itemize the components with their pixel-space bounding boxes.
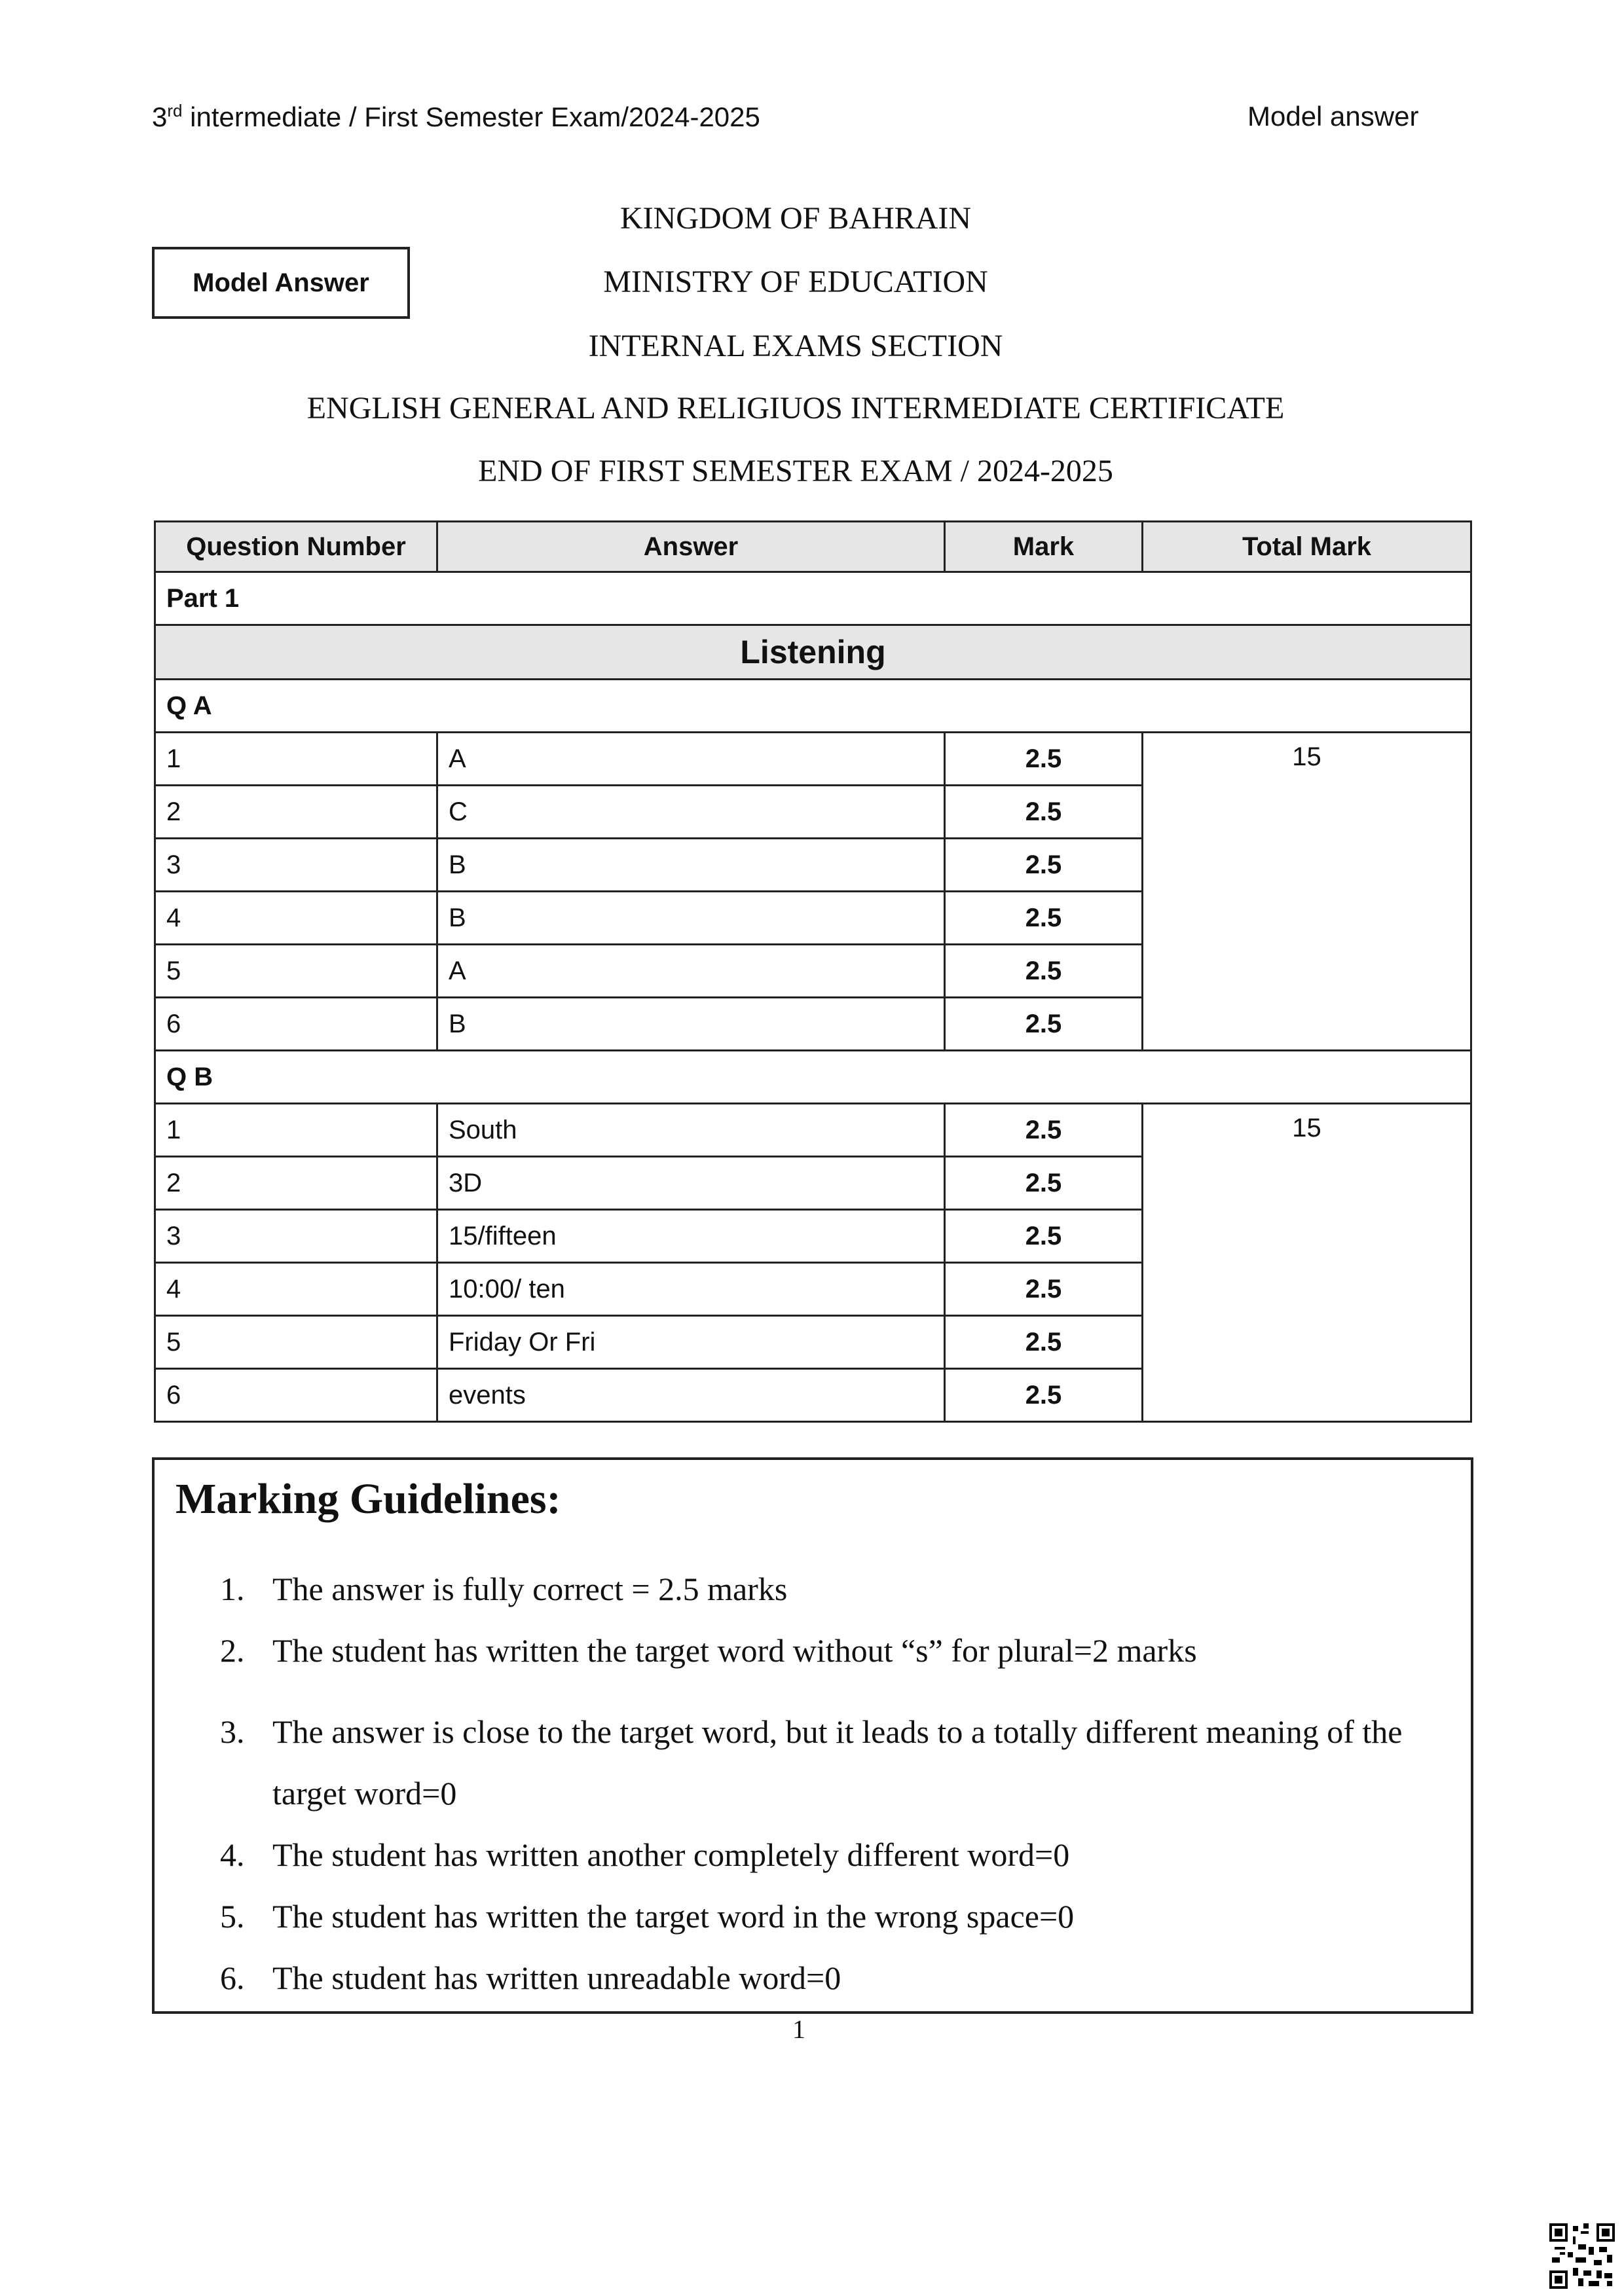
header-mark: Mark [945,522,1143,572]
answer-cell: South [437,1104,945,1157]
item-number: 3. [220,1713,245,1750]
title-certificate: ENGLISH GENERAL AND RELIGIUOS INTERMEDIATE CERTIFICATE [306,391,1285,426]
title-ministry: MINISTRY OF EDUCATION [603,264,988,299]
qa-label: Q A [155,680,1471,733]
item-text: The student has written another completely different word=0 [272,1836,1070,1873]
answer-cell: B [437,892,945,945]
question-number: 2 [155,1157,437,1210]
list-item [220,1886,1438,1947]
marking-guidelines-box [152,1457,1473,2014]
question-number: 4 [155,1263,437,1316]
list-item [220,1701,1438,1824]
mark-cell: 2.5 [945,1157,1143,1210]
mark-cell: 2.5 [945,786,1143,839]
qb-total-mark: 15 [1143,1104,1471,1422]
mark-cell: 2.5 [945,1104,1143,1157]
mark-cell: 2.5 [945,1369,1143,1422]
item-text: The student has written the target word without “s” for plural=2 marks [272,1632,1197,1669]
question-number: 5 [155,945,437,998]
model-answer-box: Model Answer [152,247,410,319]
question-number: 3 [155,1210,437,1263]
list-item [220,1558,1438,1620]
answer-cell: A [437,733,945,786]
table-row [155,1104,1471,1157]
guidelines-title: Marking Guidelines: [175,1475,561,1523]
list-item [220,1824,1438,1886]
item-text: The answer is fully correct = 2.5 marks [272,1571,788,1607]
part-row [155,572,1471,625]
part-label: Part 1 [155,572,1471,625]
mark-cell: 2.5 [945,998,1143,1051]
question-number: 1 [155,1104,437,1157]
header-total-mark: Total Mark [1143,522,1471,572]
question-number: 2 [155,786,437,839]
item-text: The student has written unreadable word=0 [272,1959,841,1996]
answer-cell: 3D [437,1157,945,1210]
table-row [155,733,1471,786]
section-row [155,625,1471,680]
item-number: 4. [220,1836,245,1873]
title-section: INTERNAL EXAMS SECTION [588,329,1003,363]
title-kingdom: KINGDOM OF BAHRAIN [619,201,971,236]
qa-total-mark: 15 [1143,733,1471,1051]
mark-cell: 2.5 [945,839,1143,892]
section-listening: Listening [155,625,1471,680]
item-number: 6. [220,1959,245,1996]
mark-cell: 2.5 [945,1316,1143,1369]
question-number: 6 [155,998,437,1051]
answer-cell: Friday Or Fri [437,1316,945,1369]
mark-cell: 2.5 [945,892,1143,945]
qb-label: Q B [155,1051,1471,1104]
question-number: 1 [155,733,437,786]
item-number: 5. [220,1898,245,1935]
page-number: 1 [792,2014,805,2044]
answer-cell: B [437,998,945,1051]
item-text: The answer is close to the target word, but it leads to a totally different meaning of the target word=0 [272,1713,1403,1812]
answer-cell: events [437,1369,945,1422]
guidelines-list [220,1558,1438,2009]
mark-cell: 2.5 [945,1210,1143,1263]
answer-table [154,520,1472,1423]
answer-cell: 10:00/ ten [437,1263,945,1316]
qb-label-row [155,1051,1471,1104]
qa-label-row [155,680,1471,733]
list-item [220,1620,1438,1681]
header-model-answer: Model answer [1247,101,1419,132]
question-number: 3 [155,839,437,892]
item-text: The student has written the target word in the wrong space=0 [272,1898,1075,1935]
item-number: 1. [220,1571,245,1607]
qr-code-icon [1549,2223,1615,2289]
question-number: 5 [155,1316,437,1369]
list-item [220,1947,1438,2009]
item-number: 2. [220,1632,245,1669]
answer-cell: B [437,839,945,892]
header-exam-title: 3rd intermediate / First Semester Exam/2024-2025 [152,101,760,132]
mark-cell: 2.5 [945,945,1143,998]
header-question-number: Question Number [155,522,437,572]
answer-cell: C [437,786,945,839]
question-number: 4 [155,892,437,945]
title-exam: END OF FIRST SEMESTER EXAM / 2024-2025 [478,454,1113,488]
question-number: 6 [155,1369,437,1422]
table-header-row [155,522,1471,572]
header-answer: Answer [437,522,945,572]
answer-cell: 15/fifteen [437,1210,945,1263]
mark-cell: 2.5 [945,733,1143,786]
answer-cell: A [437,945,945,998]
mark-cell: 2.5 [945,1263,1143,1316]
